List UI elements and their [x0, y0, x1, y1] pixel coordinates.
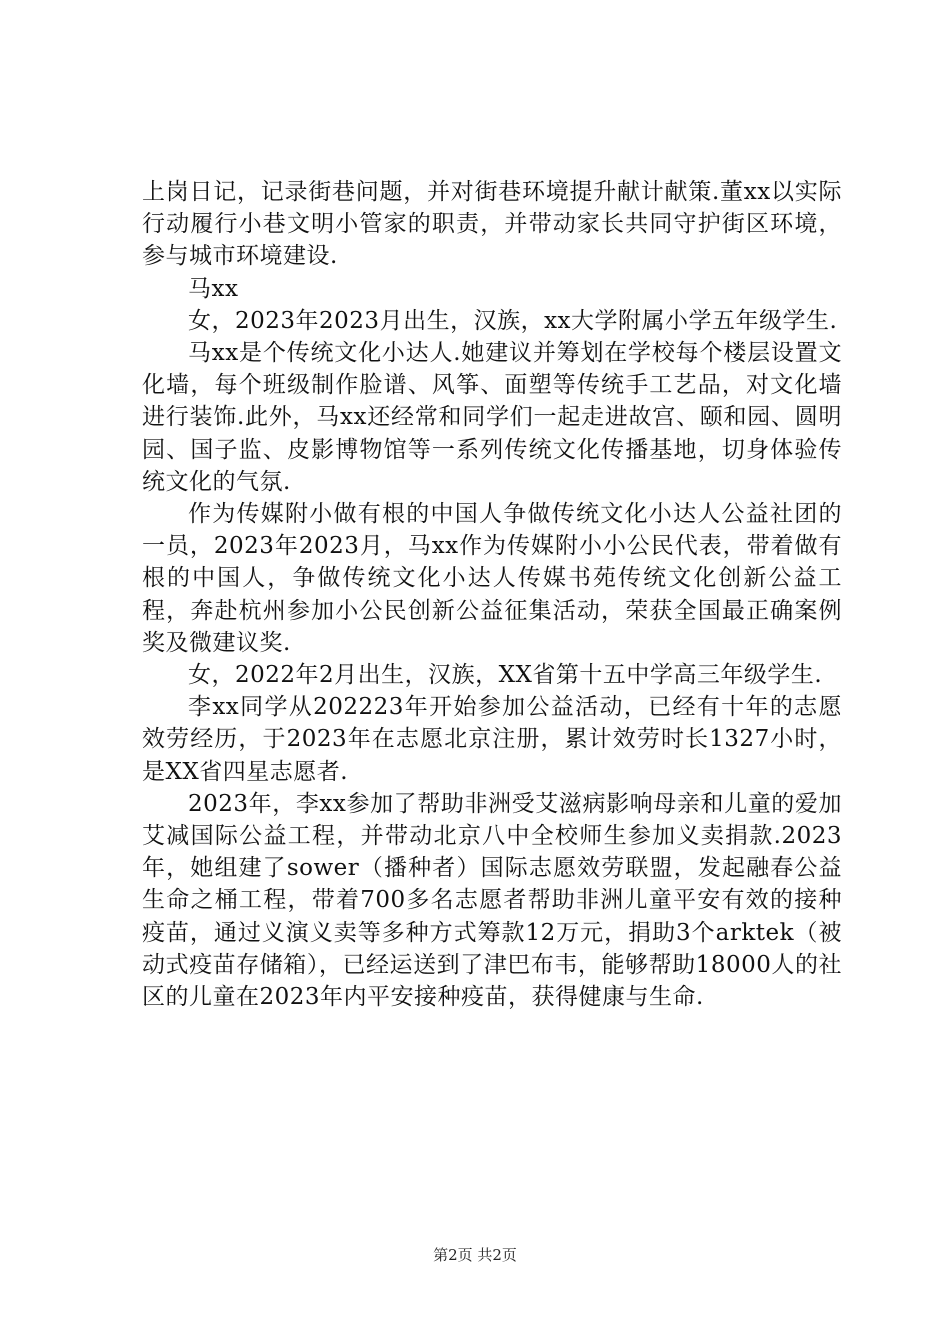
paragraph-4: 马xx是个传统文化小达人.她建议并筹划在学校每个楼层设置文化墙，每个班级制作脸谱、风筝、面塑等传统手工艺品，对文化墙进行装饰.此外，马xx还经常和同学们一起走进故宫、颐和园、圆明园、国子监、皮影博物馆等一系列传统文化传播基地，切身体验传统文化的气氛.: [142, 340, 842, 495]
paragraph-5: 作为传媒附小做有根的中国人争做传统文化小达人公益社团的一员，2023年2023月，马xx作为传媒附小小公民代表，带着做有根的中国人，争做传统文化小达人传媒书苑传统文化创新公益工程，奔赴杭州参加小公民创新公益征集活动，荣获全国最正确案例奖及微建议奖.: [142, 501, 842, 656]
page-footer: 第2页 共2页: [433, 1246, 517, 1264]
document-body: [142, 176, 842, 1013]
paragraph-3: 女，2023年2023月出生，汉族，xx大学附属小学五年级学生.: [188, 307, 838, 334]
paragraph-2-name: 马xx: [188, 275, 239, 302]
paragraph-6: 女，2022年2月出生，汉族，XX省第十五中学高三年级学生.: [188, 662, 823, 689]
paragraph-1: 上岗日记，记录街巷问题，并对街巷环境提升献计献策.董xx以实际行动履行小巷文明小管家的职责，并带动家长共同守护街区环境，参与城市环境建设.: [142, 179, 842, 270]
paragraph-8: 2023年，李xx参加了帮助非洲受艾滋病影响母亲和儿童的爱加艾减国际公益工程，并带动北京八中全校师生参加义卖捐款.2023年，她组建了sower（播种者）国际志愿效劳联盟，发起融春公益生命之桶工程，带着700多名志愿者帮助非洲儿童平安有效的接种疫苗，通过义演义卖等多种方式筹款12万元，捐助3个arktek（被动式疫苗存储箱），已经运送到了津巴布韦，能够帮助18000人的社区的儿童在2023年内平安接种疫苗，获得健康与生命.: [142, 790, 842, 1011]
paragraph-7: 李xx同学从202223年开始参加公益活动，已经有十年的志愿效劳经历，于2023年在志愿北京注册，累计效劳时长1327小时，是XX省四星志愿者.: [142, 694, 842, 785]
